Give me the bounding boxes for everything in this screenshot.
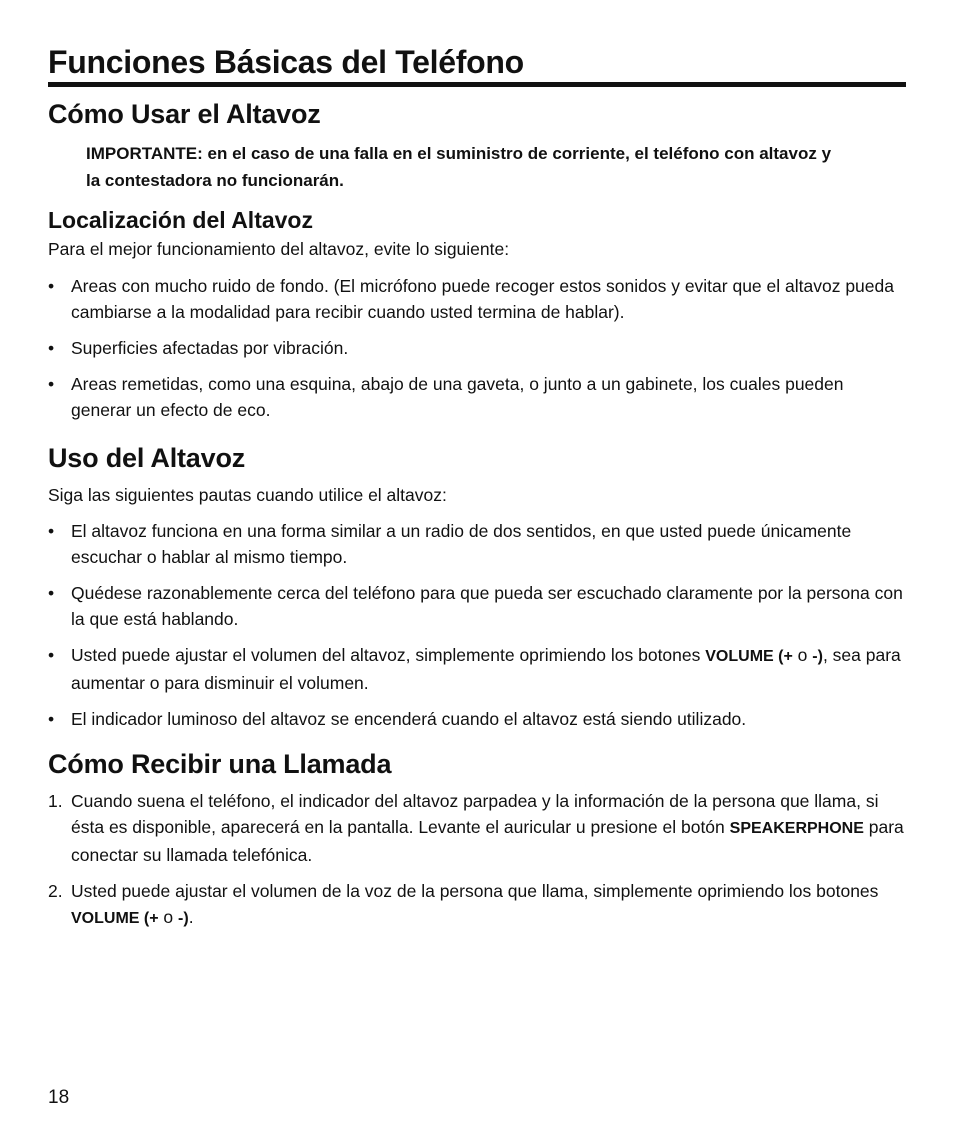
volume-plus-label: VOLUME (+	[71, 910, 159, 927]
list-item-text: Quédese razonablemente cerca del teléfono para que pueda ser escuchado claramente por la persona con la que está hablando.	[71, 583, 903, 629]
volume-plus-label: VOLUME (+	[705, 648, 793, 665]
bullet-icon: •	[48, 521, 55, 541]
list-item	[48, 878, 908, 932]
volume-minus-label: -)	[812, 648, 823, 665]
list-item-text: Areas remetidas, como una esquina, abajo de una gaveta, o junto a un gabinete, los cuales pueden generar un efecto de eco.	[71, 374, 844, 420]
list-item-text: El indicador luminoso del altavoz se encenderá cuando el altavoz está siendo utilizado.	[71, 709, 747, 729]
list-item	[48, 580, 908, 632]
list-item-text	[71, 645, 901, 693]
section-heading-receive: Cómo Recibir una Llamada	[48, 749, 392, 779]
text-run: para conectar su llamada telefónica.	[71, 817, 904, 865]
bullet-icon: •	[48, 709, 55, 729]
list-item	[48, 273, 908, 325]
text-run: , sea para aumentar o para disminuir el volumen.	[71, 645, 901, 693]
list-item	[48, 335, 908, 361]
section-heading-speaker: Cómo Usar el Altavoz	[48, 99, 321, 129]
list-item-text: Areas con mucho ruido de fondo. (El micrófono puede recoger estos sonidos y evitar que el altavoz pueda cambiarse a la modalidad para recibir cuando usted termina de hablar).	[71, 276, 894, 322]
list-item	[48, 642, 908, 696]
list-item-text: El altavoz funciona en una forma similar a un radio de dos sentidos, en que usted puede únicamente escuchar o hablar al mismo tiempo.	[71, 521, 852, 567]
usage-intro: Siga las siguientes pautas cuando utilice el altavoz:	[48, 485, 447, 505]
receive-list	[48, 788, 908, 942]
text-run: o	[158, 907, 179, 927]
list-item	[48, 371, 908, 423]
location-list	[48, 273, 908, 433]
location-intro: Para el mejor funcionamiento del altavoz, evite lo siguiente:	[48, 239, 510, 259]
volume-minus-label: -)	[178, 910, 189, 927]
list-item	[48, 706, 908, 732]
text-run: Usted puede ajustar el volumen del altavoz, simplemente oprimiendo los botones	[71, 645, 706, 665]
list-item	[48, 518, 908, 570]
bullet-icon: •	[48, 374, 55, 394]
step-number: 2.	[48, 881, 63, 901]
speakerphone-label: SPEAKERPHONE	[729, 820, 864, 837]
section-heading-usage: Uso del Altavoz	[48, 443, 246, 473]
list-item-text: Superficies afectadas por vibración.	[71, 338, 349, 358]
text-run: o	[792, 645, 813, 665]
important-notice: IMPORTANTE: en el caso de una falla en el suministro de corriente, el teléfono con altavoz y la contestadora no funcionarán.	[86, 144, 832, 190]
list-item-text	[71, 791, 904, 865]
bullet-icon: •	[48, 583, 55, 603]
page-title: Funciones Básicas del Teléfono	[48, 44, 524, 80]
section-heading-location: Localización del Altavoz	[48, 207, 313, 233]
bullet-icon: •	[48, 645, 55, 665]
list-item	[48, 788, 908, 868]
step-number: 1.	[48, 791, 63, 811]
text-run: Cuando suena el teléfono, el indicador del altavoz parpadea y la información de la persona que llama, si ésta es disponible, aparecerá en la pantalla. Levante el auricular u presione el botón	[71, 791, 879, 837]
list-item-text	[71, 881, 878, 927]
usage-list	[48, 518, 908, 742]
page-number: 18	[48, 1087, 70, 1108]
bullet-icon: •	[48, 338, 55, 358]
title-rule	[48, 82, 906, 87]
text-run: .	[188, 907, 194, 927]
text-run: Usted puede ajustar el volumen de la voz de la persona que llama, simplemente oprimiendo los botones	[71, 881, 879, 901]
bullet-icon: •	[48, 276, 55, 296]
